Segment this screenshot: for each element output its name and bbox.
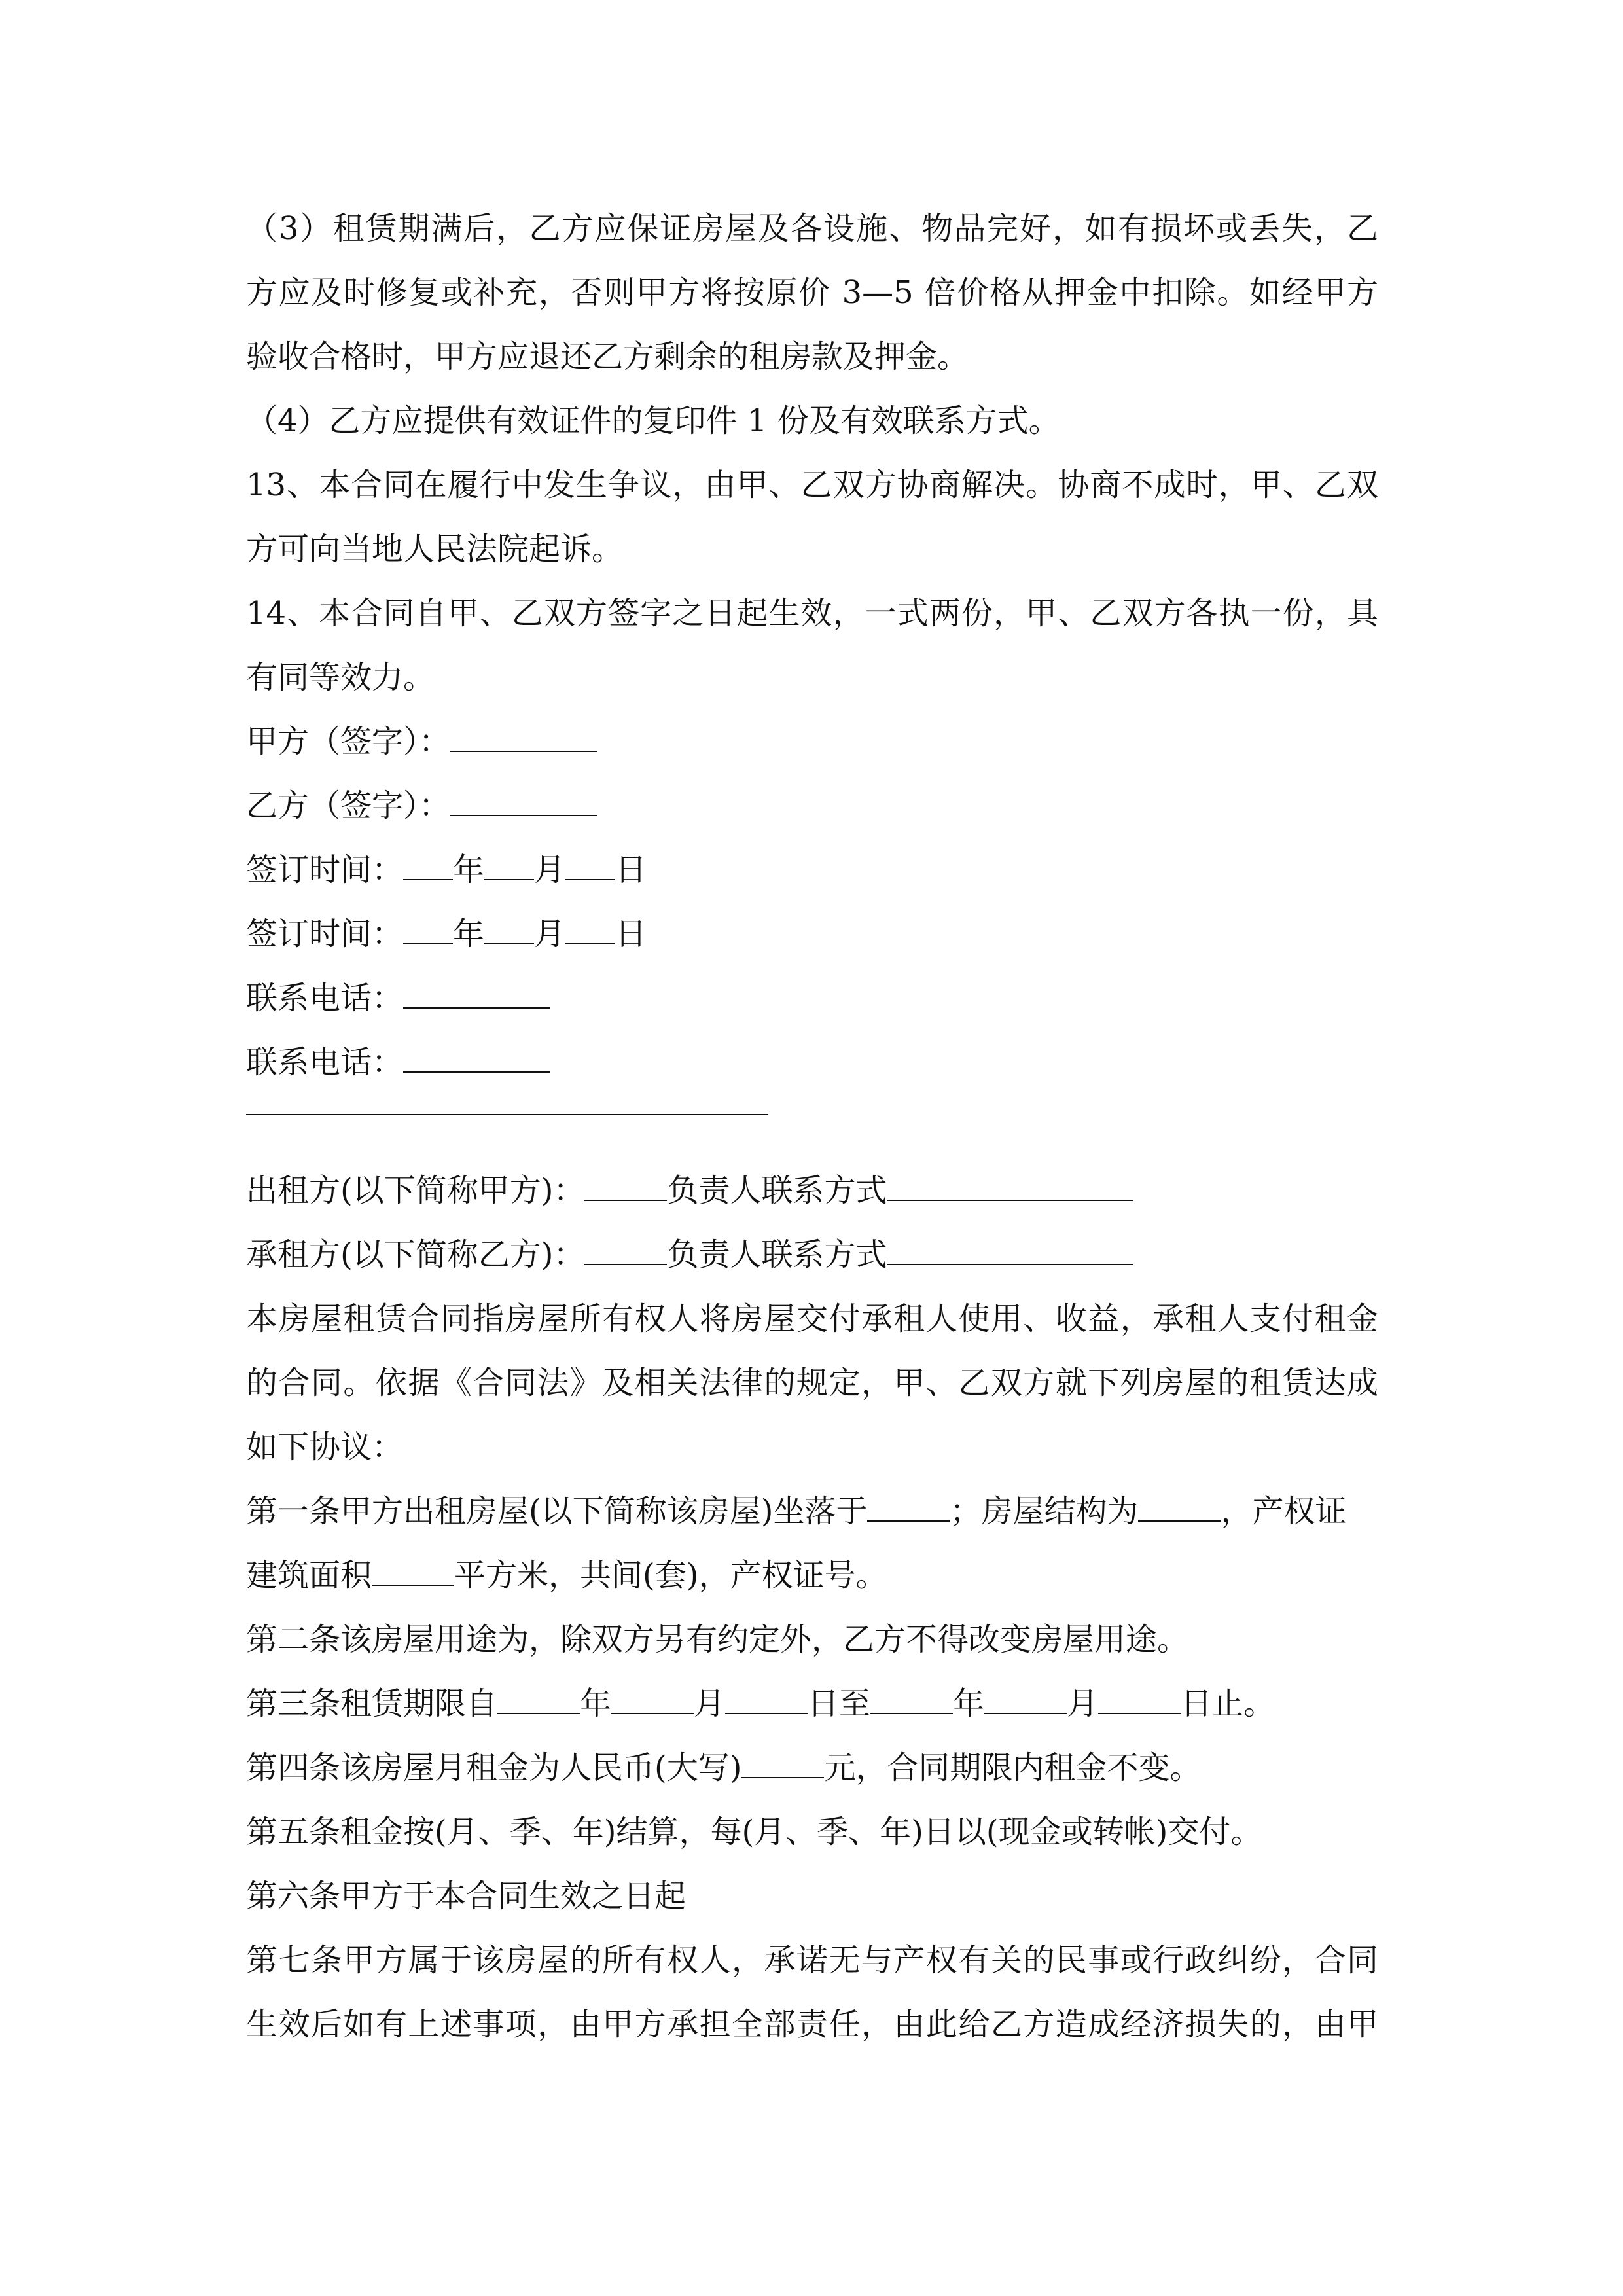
party-b-signature [246, 774, 597, 838]
lessor-contact-label: 负责人联系方式 [667, 1172, 887, 1209]
article-1-part-2: ；房屋结构为 [950, 1493, 1139, 1530]
day-label: 日 [615, 852, 647, 888]
end-month-label: 月 [1067, 1685, 1099, 1722]
article-3-part-2: 日至 [808, 1685, 871, 1722]
month-blank[interactable] [484, 904, 534, 944]
party-b-label: 乙方（签字）： [246, 787, 451, 824]
article-2: 第二条该房屋用途为，除双方另有约定外，乙方不得改变房屋用途。 [246, 1621, 1189, 1658]
start-day-blank[interactable] [725, 1674, 808, 1714]
lessor-label: 出租方(以下简称甲方)： [246, 1172, 585, 1209]
month-label: 月 [534, 852, 566, 888]
start-month-blank[interactable] [611, 1674, 694, 1714]
clause-14-line-1: 14、本合同自甲、乙双方签字之日起生效，一式两份，甲、乙双方各执一份，具 [246, 595, 1378, 632]
intro-line-3: 如下协议： [246, 1429, 404, 1465]
phone-label: 联系电话： [246, 1044, 404, 1081]
article-7 [246, 1928, 1378, 2056]
day-blank[interactable] [565, 840, 615, 880]
year-label: 年 [453, 916, 485, 952]
article-7-line-2: 生效后如有上述事项，由甲方承担全部责任，由此给乙方造成经济损失的，由甲 [246, 2006, 1378, 2043]
party-a-signature-blank[interactable] [450, 711, 597, 752]
sign-date-2 [246, 902, 647, 966]
clause-3-line-3: 验收合格时，甲方应退还乙方剩余的租房款及押金。 [246, 338, 969, 375]
year-blank[interactable] [403, 840, 453, 880]
party-b-signature-blank[interactable] [450, 776, 597, 816]
phone-blank[interactable] [403, 1032, 550, 1073]
day-blank[interactable] [565, 904, 615, 944]
clause-3-line-1: （3）租赁期满后，乙方应保证房屋及各设施、物品完好，如有损坏或丢失，乙 [246, 210, 1378, 247]
article-3 [246, 1672, 1275, 1736]
month-label: 月 [534, 916, 566, 952]
article-1-part-4: 建筑面积 [246, 1557, 372, 1594]
lessee-contact-blank[interactable] [887, 1225, 1133, 1265]
article-1-line-2 [246, 1543, 887, 1607]
article-1-line-1 [246, 1479, 1378, 1543]
clause-3 [246, 196, 1378, 389]
article-1-part-1: 第一条甲方出租房屋(以下简称该房屋)坐落于 [246, 1493, 868, 1530]
month-blank[interactable] [484, 840, 534, 880]
year-label: 年 [453, 852, 485, 888]
start-year-label: 年 [580, 1685, 612, 1722]
clause-4: （4）乙方应提供有效证件的复印件 1 份及有效联系方式。 [246, 403, 1060, 439]
sign-date-label: 签订时间： [246, 916, 404, 952]
article-1-part-3: ，产权证 [1221, 1493, 1347, 1530]
lessor-blank[interactable] [584, 1160, 667, 1201]
year-blank[interactable] [403, 904, 453, 944]
intro-line-1: 本房屋租赁合同指房屋所有权人将房屋交付承租人使用、收益，承租人支付租金 [246, 1300, 1378, 1337]
rent-amount-blank[interactable] [741, 1738, 824, 1778]
lessee-line [246, 1223, 1133, 1287]
clause-13-line-2: 方可向当地人民法院起诉。 [246, 531, 624, 567]
clause-14 [246, 581, 1378, 709]
article-4-part-1: 第四条该房屋月租金为人民币(大写) [246, 1749, 742, 1786]
end-year-label: 年 [953, 1685, 985, 1722]
end-year-blank[interactable] [870, 1674, 953, 1714]
article-6: 第六条甲方于本合同生效之日起 [246, 1878, 687, 1914]
phone-1 [246, 966, 550, 1030]
lessee-contact-label: 负责人联系方式 [667, 1236, 887, 1273]
lessee-blank[interactable] [584, 1225, 667, 1265]
start-year-blank[interactable] [497, 1674, 580, 1714]
end-month-blank[interactable] [984, 1674, 1067, 1714]
phone-label: 联系电话： [246, 980, 404, 1016]
phone-blank[interactable] [403, 968, 550, 1009]
article-1-part-5: 平方米，共间(套)，产权证号。 [454, 1557, 887, 1594]
article-5: 第五条租金按(月、季、年)结算，每(月、季、年)日以(现金或转帐)交付。 [246, 1814, 1262, 1850]
article-7-line-1: 第七条甲方属于该房屋的所有权人，承诺无与产权有关的民事或行政纠纷，合同 [246, 1942, 1378, 1979]
sign-date-label: 签订时间： [246, 852, 404, 888]
location-blank[interactable] [867, 1481, 950, 1522]
article-4-part-2: 元，合同期限内租金不变。 [824, 1749, 1202, 1786]
phone-2 [246, 1030, 550, 1094]
clause-13-line-1: 13、本合同在履行中发生争议，由甲、乙双方协商解决。协商不成时，甲、乙双 [246, 467, 1378, 503]
clause-3-line-2: 方应及时修复或补充，否则甲方将按原价 3—5 倍价格从押金中扣除。如经甲方 [246, 274, 1378, 311]
end-day-blank[interactable] [1098, 1674, 1181, 1714]
party-a-label: 甲方（签字）： [246, 723, 451, 760]
intro-line-2: 的合同。依据《合同法》及相关法律的规定，甲、乙双方就下列房屋的租赁达成 [246, 1365, 1378, 1401]
party-a-signature [246, 709, 597, 774]
clause-14-line-2: 有同等效力。 [246, 659, 435, 696]
day-label: 日 [615, 916, 647, 952]
clause-13 [246, 453, 1378, 581]
article-3-part-3: 日止。 [1181, 1685, 1275, 1722]
sign-date-1 [246, 838, 647, 902]
article-4 [246, 1736, 1201, 1800]
start-month-label: 月 [694, 1685, 726, 1722]
lessor-line [246, 1158, 1133, 1223]
contract-intro [246, 1287, 1378, 1479]
article-3-part-1: 第三条租赁期限自 [246, 1685, 498, 1722]
section-divider [246, 1114, 768, 1115]
area-blank[interactable] [372, 1545, 454, 1586]
structure-blank[interactable] [1138, 1481, 1221, 1522]
lessee-label: 承租方(以下简称乙方)： [246, 1236, 585, 1273]
lessor-contact-blank[interactable] [887, 1160, 1133, 1201]
